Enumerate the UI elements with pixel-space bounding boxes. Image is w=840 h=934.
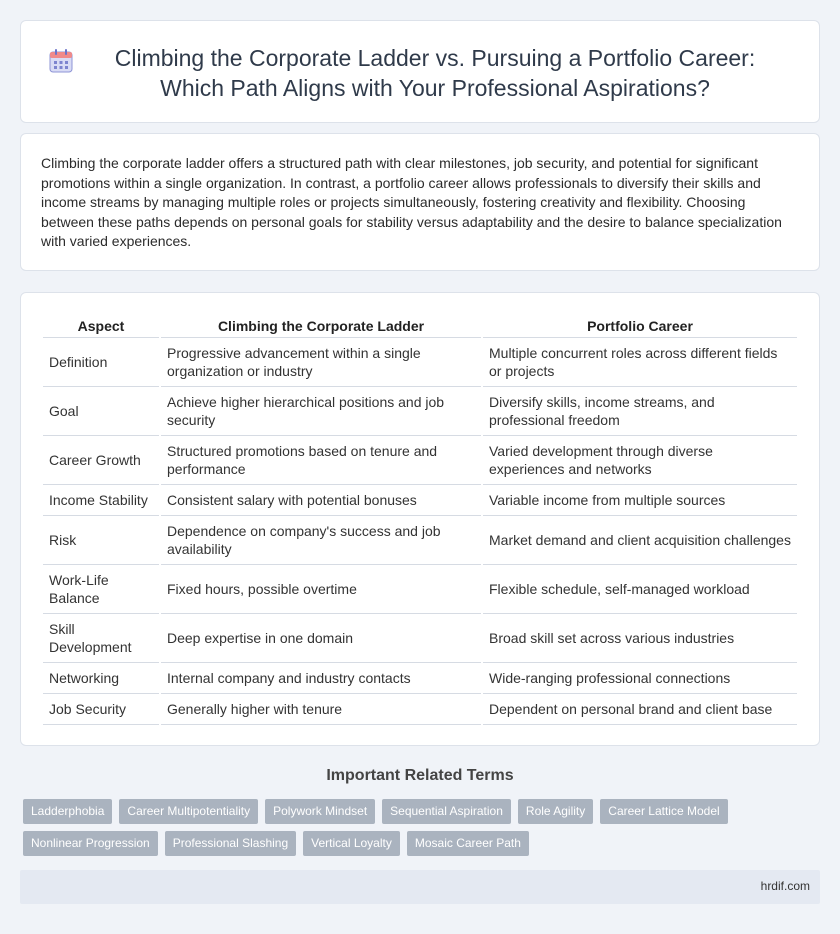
term-tag[interactable]: Role Agility xyxy=(518,799,593,824)
comparison-table xyxy=(41,315,799,725)
term-tag[interactable]: Professional Slashing xyxy=(165,831,296,856)
row-corporate: Deep expertise in one domain xyxy=(161,614,481,663)
term-tag[interactable]: Mosaic Career Path xyxy=(407,831,529,856)
comparison-card xyxy=(20,292,820,746)
footer xyxy=(20,870,820,904)
row-corporate: Structured promotions based on tenure and performance xyxy=(161,436,481,485)
row-portfolio: Flexible schedule, self-managed workload xyxy=(483,565,797,614)
row-corporate: Fixed hours, possible overtime xyxy=(161,565,481,614)
header-aspect: Aspect xyxy=(43,315,159,338)
intro-paragraph: Climbing the corporate ladder offers a structured path with clear milestones, job security, and potential for significant promotions within a single organization. In contrast, a portfolio career allows professionals to diversify their skills and income streams by managing multiple roles or projects simultaneously, fostering creativity and flexibility. Choosing between these paths depends on personal goals for stability versus adaptability and the desire to balance specialization with varied experiences. xyxy=(41,155,782,250)
header-portfolio-career: Portfolio Career xyxy=(483,315,797,338)
row-corporate: Generally higher with tenure xyxy=(161,694,481,725)
row-portfolio: Diversify skills, income streams, and professional freedom xyxy=(483,387,797,436)
term-tag[interactable]: Career Lattice Model xyxy=(600,799,727,824)
row-aspect: Career Growth xyxy=(43,436,159,485)
row-portfolio: Broad skill set across various industries xyxy=(483,614,797,663)
table-row xyxy=(43,663,797,694)
footer-site-link[interactable]: hrdif.com xyxy=(760,879,810,893)
title-card xyxy=(20,20,820,123)
term-tag[interactable]: Ladderphobia xyxy=(23,799,112,824)
related-terms-title: Important Related Terms xyxy=(326,767,514,784)
term-tag[interactable]: Sequential Aspiration xyxy=(382,799,511,824)
table-row xyxy=(43,614,797,663)
row-aspect: Skill Development xyxy=(43,614,159,663)
row-aspect: Networking xyxy=(43,663,159,694)
row-corporate: Dependence on company's success and job availability xyxy=(161,516,481,565)
row-aspect: Income Stability xyxy=(43,485,159,516)
table-row xyxy=(43,485,797,516)
row-portfolio: Market demand and client acquisition challenges xyxy=(483,516,797,565)
row-aspect: Definition xyxy=(43,338,159,387)
table-row xyxy=(43,516,797,565)
term-tag[interactable]: Polywork Mindset xyxy=(265,799,375,824)
row-corporate: Achieve higher hierarchical positions and job security xyxy=(161,387,481,436)
row-portfolio: Multiple concurrent roles across different fields or projects xyxy=(483,338,797,387)
row-aspect: Goal xyxy=(43,387,159,436)
table-row xyxy=(43,565,797,614)
row-portfolio: Dependent on personal brand and client base xyxy=(483,694,797,725)
intro-card xyxy=(20,133,820,271)
term-tag[interactable]: Career Multipotentiality xyxy=(119,799,258,824)
row-aspect: Risk xyxy=(43,516,159,565)
table-row xyxy=(43,436,797,485)
row-portfolio: Varied development through diverse experiences and networks xyxy=(483,436,797,485)
row-aspect: Work-Life Balance xyxy=(43,565,159,614)
row-portfolio: Wide-ranging professional connections xyxy=(483,663,797,694)
related-terms-list xyxy=(23,799,783,856)
row-portfolio: Variable income from multiple sources xyxy=(483,485,797,516)
table-header-row xyxy=(43,315,797,338)
row-corporate: Internal company and industry contacts xyxy=(161,663,481,694)
term-tag[interactable]: Nonlinear Progression xyxy=(23,831,158,856)
term-tag[interactable]: Vertical Loyalty xyxy=(303,831,400,856)
table-row xyxy=(43,694,797,725)
table-row xyxy=(43,338,797,387)
row-corporate: Progressive advancement within a single organization or industry xyxy=(161,338,481,387)
header-corporate-ladder: Climbing the Corporate Ladder xyxy=(161,315,481,338)
page-title: Climbing the Corporate Ladder vs. Pursuing a Portfolio Career: Which Path Aligns with Your Professional Aspirations? xyxy=(114,45,756,101)
table-row xyxy=(43,387,797,436)
row-corporate: Consistent salary with potential bonuses xyxy=(161,485,481,516)
row-aspect: Job Security xyxy=(43,694,159,725)
